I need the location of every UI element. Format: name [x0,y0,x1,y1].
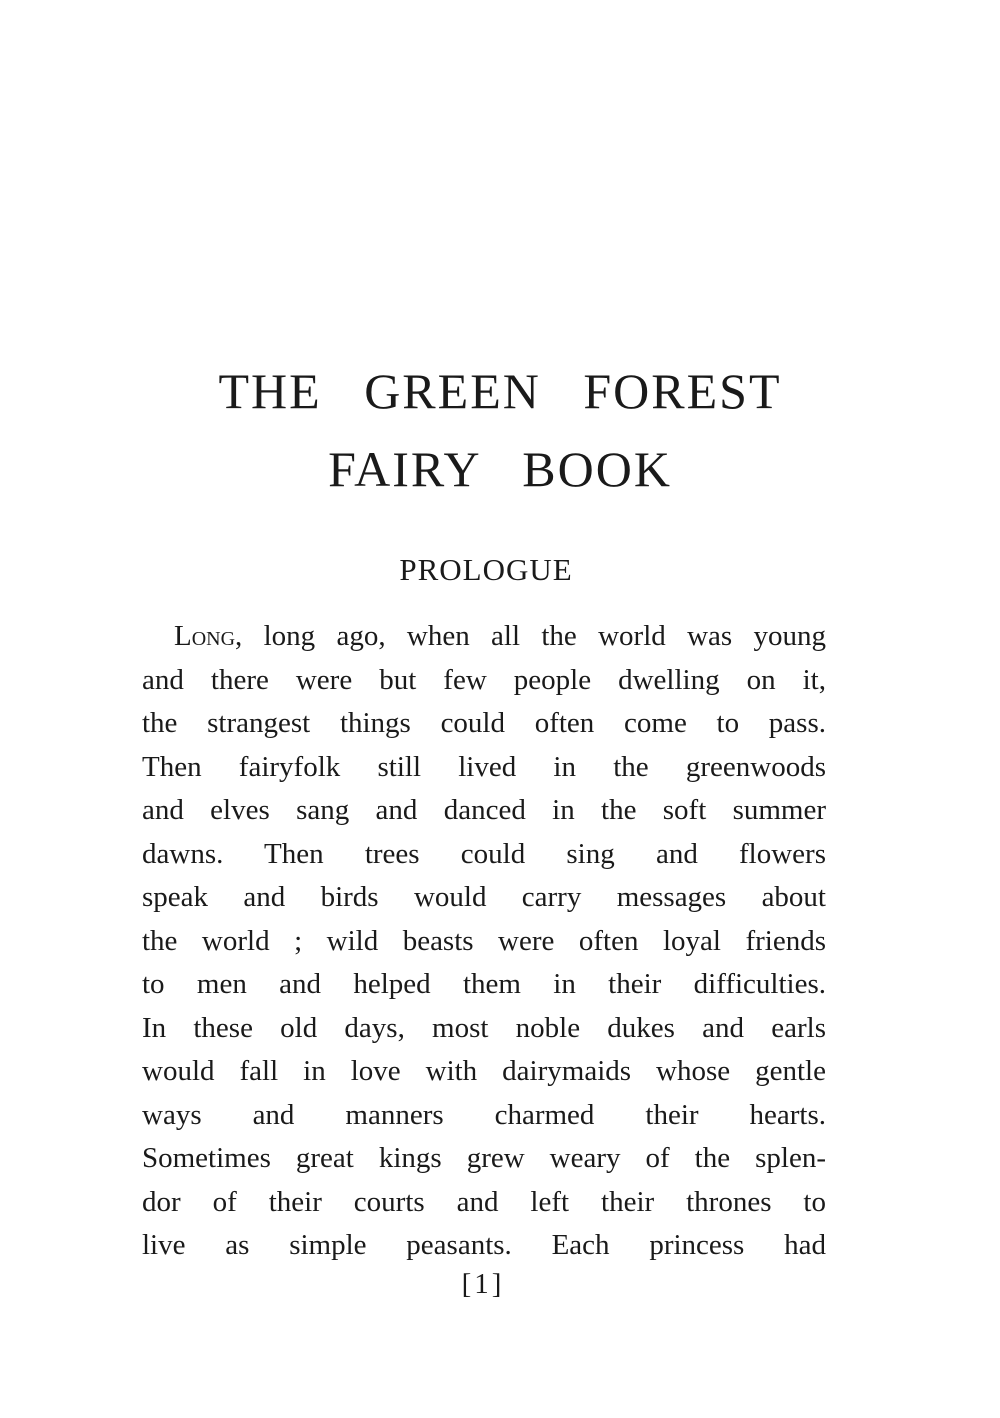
text-line: to men and helped them in their difficulties. [142,968,826,1000]
text-line: the world ; wild beasts were often loyal friends [142,924,826,957]
book-title-line-1: THE GREEN FOREST [218,363,782,419]
text-line: and elves sang and danced in the soft summer [142,794,826,826]
text-line: live as simple peasants. Each princess had [142,1229,826,1261]
text-line: ways and manners charmed their hearts. [142,1098,826,1131]
text-line: speak and birds would carry messages about [142,881,826,913]
page-number: [1] [461,1268,505,1300]
text-line [142,615,826,659]
text-line: would fall in love with dairymaids whose gentle [142,1055,826,1087]
text-line: Sometimes great kings grew weary of the splen- [142,1142,826,1174]
drop-word: Long [174,620,236,652]
text-line: In these old days, most noble dukes and earls [142,1011,826,1044]
text-line: Then fairyfolk still lived in the greenwoods [142,750,826,783]
text-line-rest: , long ago, when all the world was young [235,620,826,652]
text-line: dor of their courts and left their thrones to [142,1185,826,1218]
text-line: the strangest things could often come to pass. [142,707,826,739]
text-line: dawns. Then trees could sing and flowers [142,837,826,870]
section-heading: PROLOGUE [399,552,573,587]
book-title-line-2: FAIRY BOOK [328,441,672,497]
text-line: and there were but few people dwelling on it, [142,663,826,696]
prologue-text [142,615,826,1268]
